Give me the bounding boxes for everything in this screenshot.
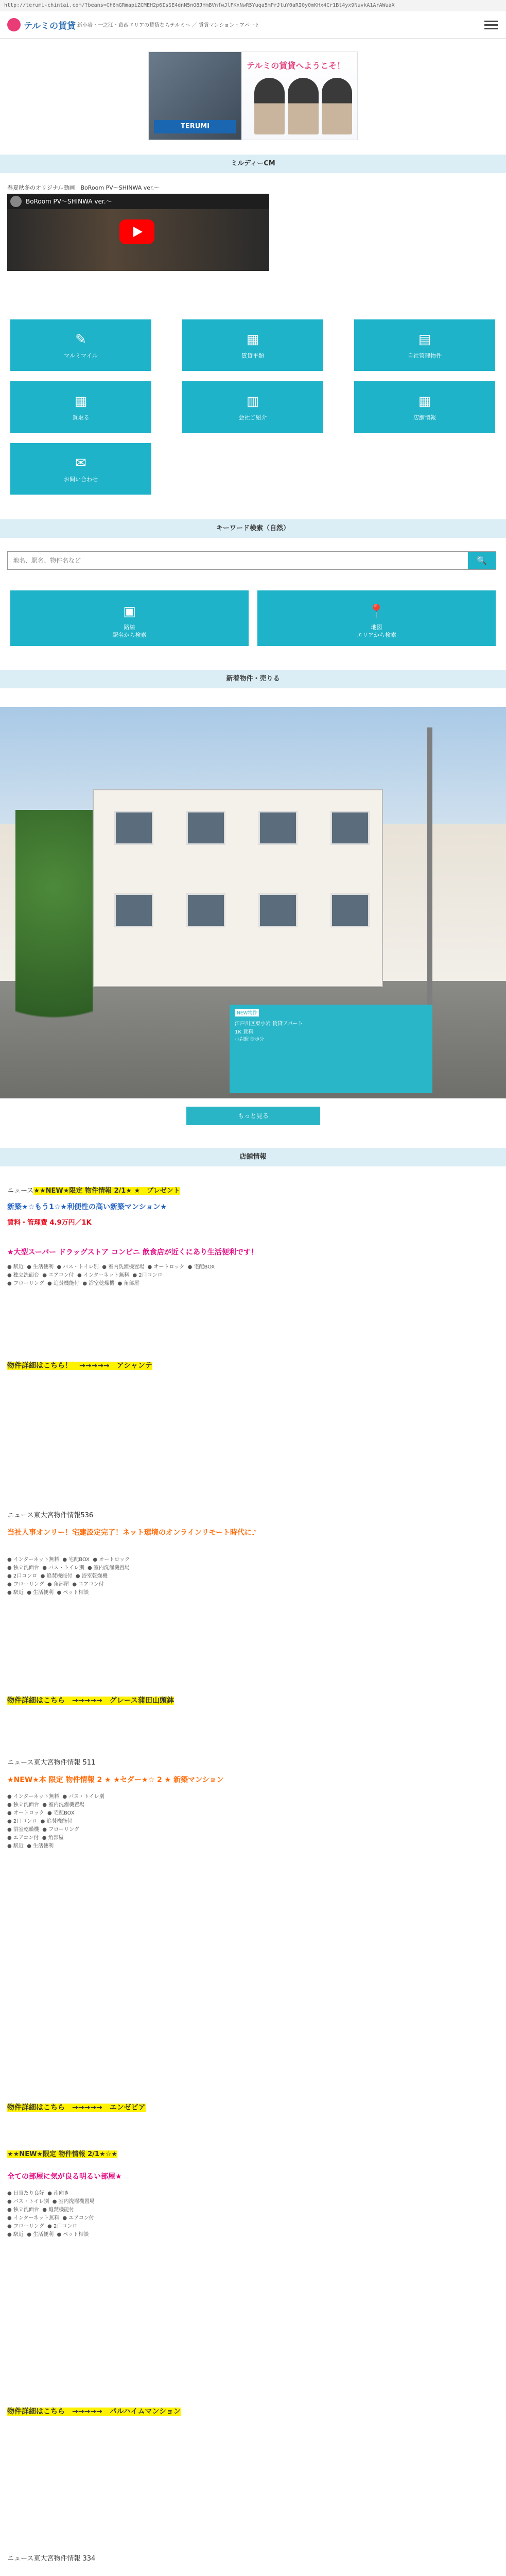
tile-mileage[interactable] xyxy=(10,319,151,371)
more-properties-button[interactable]: もっと見る xyxy=(186,1107,320,1125)
building-icon: ▤ xyxy=(418,332,431,347)
news-body: ● インターネット無料 ● 宅配BOX ● オートロック ● 独立洗面台 ● バス・トイレ別 ● 室内洗濯機置場 ● 2口コンロ ● 追焚機能付 ● 浴室乾燥機 ● フローリング ● 角部屋 ● エアコン付 ● 駅近 ● 生活便利 ● ペット相談 xyxy=(7,1557,130,1596)
search-icon[interactable]: 🔍 xyxy=(468,552,496,569)
staff-photo xyxy=(254,78,352,134)
section-heading-new: 新着物件・売りる xyxy=(0,670,506,688)
tile-label: 買取る xyxy=(72,414,90,421)
address-bar[interactable]: http://terumi-chintai.com/?beans=Ch6mGRmapiZCMEH2p6IsSE4dnN5nQ8JHmBVnfwJlFKxNwR5Yuqa5mPrJtuY0aRI0y0mKHx4Cr1Bt4yx9NuvkA1ArAWuaX xyxy=(0,0,506,11)
property-rent: 1K 賃料 xyxy=(235,1029,254,1035)
tile-managed[interactable] xyxy=(354,319,495,371)
section-heading-keyword: キーワード検索（自然） xyxy=(0,519,506,538)
section-heading-news: 店舗情報 xyxy=(0,1148,506,1166)
tile-label: マルミマイル xyxy=(64,352,98,359)
store-icon: ▦ xyxy=(418,394,431,409)
search-input[interactable] xyxy=(8,552,471,569)
news-text: ★大型スーパー ドラッグストア コンビニ 飲食店が近くにあり生活便利です！ xyxy=(7,1248,258,1257)
news-body: ● 駅近 ● 生活便利 ● バス・トイレ別 ● 室内洗濯機置場 ● オートロック ● 宅配BOX ● 独立洗面台 ● エアコン付 ● インターネット無料 ● 2口コンロ ● フローリング ● 追焚機能付 ● 浴室乾燥機 ● 角部屋 xyxy=(7,1264,215,1286)
building-image xyxy=(93,789,383,987)
tile-store[interactable] xyxy=(354,381,495,433)
news-body: ● インターネット無料 ● バス・トイレ別 ● 独立洗面台 ● 室内洗濯機置場 ● オートロック ● 宅配BOX ● 2口コンロ ● 追焚機能付 ● 浴室乾燥機 ● フローリング ● エアコン付 ● 角部屋 ● 駅近 ● 生活便利 xyxy=(7,1794,104,1849)
search-by-map[interactable] xyxy=(257,590,496,646)
hero-banner[interactable] xyxy=(148,52,358,140)
edit-icon: ✎ xyxy=(75,332,86,347)
news-headline[interactable]: 東大宮物件情報 511 xyxy=(33,1759,96,1767)
new-badge: NEW物件 xyxy=(235,1009,259,1016)
tile-contact[interactable] xyxy=(10,443,151,495)
news-headline[interactable]: ★★NEW★限定 物件情報 2/1★ ★ プレゼント xyxy=(33,1187,180,1195)
site-header xyxy=(0,11,506,39)
property-link[interactable]: 物件詳細はこちら →→→→→ エンゼビア xyxy=(7,2104,146,2112)
section-heading-cm: ミルディーCM xyxy=(0,155,506,173)
search-tile-label: 地図 エリアから検索 xyxy=(357,624,396,638)
property-link[interactable]: 物件詳細はこちら！ →→→→→ アシャンテ xyxy=(7,1362,152,1370)
channel-avatar xyxy=(10,196,22,207)
tree-image xyxy=(15,810,93,1067)
train-icon: ▣ xyxy=(123,604,136,619)
video-intro: 春夏秋冬のオリジナル動画 BoRoom PV～SHINWA ver.～ xyxy=(7,184,160,191)
site-logo[interactable] xyxy=(7,18,76,32)
tile-label: 賃貸平類 xyxy=(241,352,264,359)
property-link[interactable]: 物件詳細はこちら →→→→→ グレース蒲田山頭鉢 xyxy=(7,1697,174,1705)
map-pin-icon: 📍 xyxy=(368,604,385,619)
news-body: ● 日当たり良好 ● 南向き ● バス・トイレ別 ● 室内洗濯機置場 ● 独立洗面台 ● 追焚機能付 ● インターネット無料 ● エアコン付 ● フローリング ● 2口コンロ ● 駅近 ● 生活便利 ● ペット相談 xyxy=(7,2191,95,2238)
house-icon: ▦ xyxy=(74,394,88,409)
logo-mark-icon xyxy=(7,18,21,31)
news-headline[interactable]: 東大宮物件情報536 xyxy=(33,1512,94,1519)
news-category: ニュース xyxy=(7,2555,34,2563)
tile-label: 店舗情報 xyxy=(413,414,436,421)
store-sign: TERUMI xyxy=(154,120,236,133)
header-crumb: 新小岩・一之江・葛西エリアの賃貸ならテルミへ ／ 賃貸マンション・アパート xyxy=(77,23,260,28)
tile-rent[interactable] xyxy=(182,319,323,371)
tile-label: 自社管理物件 xyxy=(408,352,442,359)
grid-icon: ▦ xyxy=(246,332,259,347)
tile-buy[interactable] xyxy=(10,381,151,433)
keyword-search xyxy=(7,551,496,570)
video-title: BoRoom PV～SHINWA ver.～ xyxy=(26,198,112,205)
tile-label: お問い合わせ xyxy=(64,476,98,483)
tile-label: 会社ご紹介 xyxy=(238,414,267,421)
property-card[interactable] xyxy=(230,1005,432,1093)
play-icon[interactable] xyxy=(119,219,154,244)
youtube-embed[interactable] xyxy=(7,194,269,271)
hamburger-menu-icon[interactable] xyxy=(484,19,498,31)
property-access: 小岩駅 徒歩分 xyxy=(235,1037,264,1042)
welcome-text: テルミの賃貸へようこそ！ xyxy=(247,61,345,71)
news-headline[interactable]: ★★NEW★限定 物件情報 2/1★☆★ xyxy=(7,2150,117,2158)
news-category: ニュース xyxy=(7,1512,34,1519)
news-text: 賃料・管理費 4.9万円／1K xyxy=(7,1219,92,1227)
office-icon: ▥ xyxy=(246,394,259,409)
property-link[interactable]: 物件詳細はこちら →→→→→ パルハイムマンション xyxy=(7,2408,181,2416)
storefront-image xyxy=(149,52,241,140)
property-title: 江戸川区東小岩 賃貸アパート xyxy=(235,1021,303,1027)
news-category: ニュース xyxy=(7,1187,34,1195)
search-by-line[interactable] xyxy=(10,590,249,646)
news-text: 全ての部屋に気が良る明るい部屋★ xyxy=(7,2173,122,2181)
mail-icon: ✉ xyxy=(75,455,86,471)
logo-text: テルミの賃貸 xyxy=(24,21,76,31)
news-text: 新築★☆もう1☆★利便性の高い新築マンション★ xyxy=(7,1203,167,1211)
search-tile-label: 路線 駅名から検索 xyxy=(112,624,147,638)
news-text: ★NEW★本 限定 物件情報 2 ★ ★セダー★☆ 2 ★ 新築マンション xyxy=(7,1776,224,1784)
tile-company[interactable] xyxy=(182,381,323,433)
news-category: ニュース xyxy=(7,1759,34,1767)
news-text: 当社人事オンリー！宅建設定完了！ネット環境のオンラインリモート時代に♪ xyxy=(7,1529,256,1537)
news-headline[interactable]: 東大宮物件情報 334 xyxy=(33,2555,96,2563)
